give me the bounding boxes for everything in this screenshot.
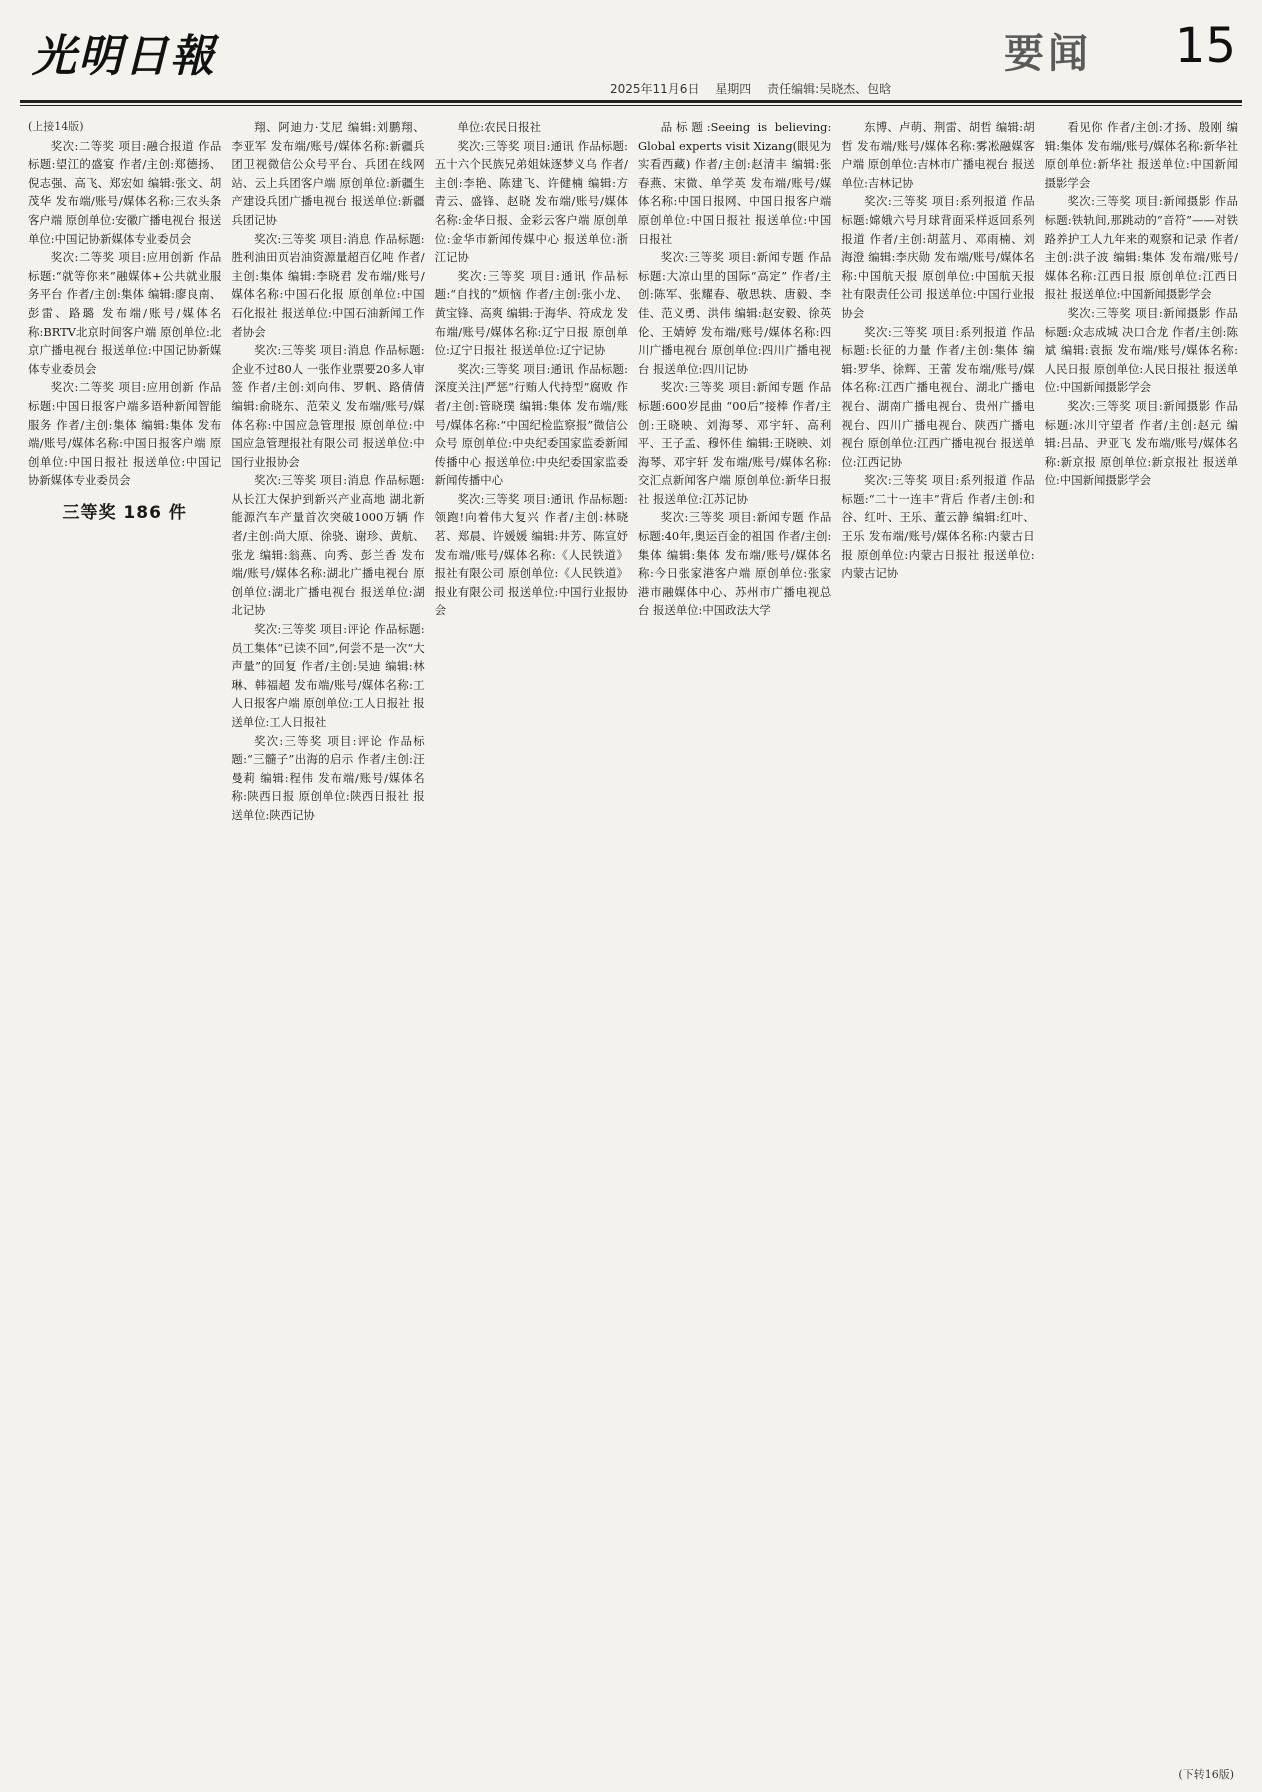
award-entry: 奖次:三等奖 项目:消息 作品标题:企业不过80人 一张作业票要20多人审签 作者/主创:刘向伟、罗帆、路倩倩 编辑:俞晓东、范荣义 发布端/账号/媒体名称:中国应急管理报 原创单位:中国应急管理报社有限公司 报送单位:中国行业报协会 bbox=[231, 343, 425, 469]
award-entry: 奖次:三等奖 项目:通讯 作品标题:深度关注|严惩“行贿人代持型”腐败 作者/主创:管晓璞 编辑:集体 发布端/账号/媒体名称:“中国纪检监察报”微信公众号 原创单位:中央纪委国家监委新闻传播中心 报送单位:中央纪委国家监委新闻传播中心 bbox=[434, 361, 628, 488]
section-title: 要闻 bbox=[1004, 31, 1092, 77]
award-entry: 奖次:三等奖 项目:新闻专题 作品标题:600岁昆曲 “00后”接棒 作者/主创:王晓映、刘海琴、邓宇轩、高利平、王子孟、穆怀佳 编辑:王晓映、刘海琴、邓宇轩 发布端/账号/媒体名称:交汇点新闻客户端 原创单位:新华日报社 报送单位:江苏记协 bbox=[637, 380, 832, 506]
masthead-rule-thin bbox=[20, 105, 1242, 106]
column-5 bbox=[841, 118, 1034, 1770]
column-6 bbox=[1045, 118, 1238, 1770]
award-entry: 翔、阿迪力·艾尼 编辑:刘鹏翔、李亚军 发布端/账号/媒体名称:新疆兵团卫视微信公众号平台、兵团在线网站、云上兵团客户端 原创单位:新疆生产建设兵团广播电视台 报送单位:新疆兵团记协 bbox=[231, 120, 425, 227]
award-entry: 奖次:三等奖 项目:系列报道 作品标题:“二十一连丰”背后 作者/主创:和谷、红叶、王乐、董云静 编辑:红叶、王乐 发布端/账号/媒体名称:内蒙古日报 原创单位:内蒙古日报社 报送单位:内蒙古记协 bbox=[841, 473, 1035, 581]
article-columns bbox=[28, 118, 1238, 1770]
award-entry: 奖次:二等奖 项目:应用创新 作品标题:“就等你来”融媒体+公共就业服务平台 作者/主创:集体 编辑:廖良南、彭雷、路璐 发布端/账号/媒体名称:BRTV北京时间客户端 原创单位:北京广播电视台 报送单位:中国记协新媒体专业委员会 bbox=[28, 250, 222, 376]
award-entry: 奖次:三等奖 项目:消息 作品标题:胜利油田页岩油资源量超百亿吨 作者/主创:集体 编辑:李晓君 发布端/账号/媒体名称:中国石化报 原创单位:中国石化报社 报送单位:中国石油新闻工作者协会 bbox=[231, 231, 425, 339]
continued-to: (下转16版) bbox=[1178, 1768, 1234, 1781]
issue-date: 2025年11月6日 bbox=[610, 82, 700, 96]
award-entry: 奖次:二等奖 项目:融合报道 作品标题:望江的盛宴 作者/主创:郑德扬、倪志强、高飞、郑宏如 编辑:张文、胡茂华 发布端/账号/媒体名称:三农头条客户端 原创单位:安徽广播电视台 报送单位:中国记协新媒体专业委员会 bbox=[28, 138, 222, 246]
award-entry: 奖次:三等奖 项目:评论 作品标题:员工集体“已读不回”,何尝不是一次“大声量”的回复 作者/主创:吴迪 编辑:林琳、韩福超 发布端/账号/媒体名称:工人日报客户端 原创单位:工人日报社 报送单位:工人日报社 bbox=[231, 622, 425, 729]
newspaper-logo: 光明日報 bbox=[32, 31, 216, 82]
issue-weekday: 星期四 bbox=[715, 82, 752, 96]
award-entry: 奖次:三等奖 项目:系列报道 作品标题:长征的力量 作者/主创:集体 编辑:罗华、徐辉、王蕾 发布端/账号/媒体名称:江西广播电视台、湖北广播电视台、湖南广播电视台、贵州广播电视台、四川广播电视台、陕西广播电视台 原创单位:江西广播电视台 报送单位:江西记协 bbox=[841, 324, 1035, 469]
award-entry: 奖次:三等奖 项目:通讯 作品标题:“自找的”烦恼 作者/主创:张小龙、黄宝锋、高爽 编辑:于海华、符成龙 发布端/账号/媒体名称:辽宁日报 原创单位:辽宁日报社 报送单位:辽宁记协 bbox=[434, 268, 628, 358]
award-entry: 奖次:二等奖 项目:应用创新 作品标题:中国日报客户端多语种新闻智能服务 作者/主创:集体 编辑:集体 发布端/账号/媒体名称:中国日报客户端 原创单位:中国日报社 报送单位:中国记协新媒体专业委员会 bbox=[28, 380, 222, 488]
dateline bbox=[610, 80, 903, 97]
column-1 bbox=[28, 118, 221, 1770]
responsible-editors: 责任编辑:吴晓杰、包晗 bbox=[767, 82, 892, 96]
award-entry: 奖次:三等奖 项目:新闻专题 作品标题:40年,奥运百金的祖国 作者/主创:集体 编辑:集体 发布端/账号/媒体名称:今日张家港客户端 原创单位:张家港市融媒体中心、苏州市广播电视总台 报送单位:中国政法大学 bbox=[637, 510, 832, 618]
award-entry: 奖次:三等奖 项目:新闻摄影 作品标题:铁轨间,那跳动的“音符”——对铁路养护工人九年来的观察和记录 作者/主创:洪子波 编辑:集体 发布端/账号/媒体名称:江西日报 原创单位:江西日报社 报送单位:中国新闻摄影学会 bbox=[1044, 194, 1238, 302]
continued-from: (上接14版) bbox=[28, 120, 84, 133]
award-entry: 看见你 作者/主创:才扬、殷刚 编辑:集体 发布端/账号/媒体名称:新华社 原创单位:新华社 报送单位:中国新闻摄影学会 bbox=[1044, 120, 1238, 190]
award-entry: 东博、卢萌、荆雷、胡哲 编辑:胡哲 发布端/账号/媒体名称:雾凇融媒客户端 原创单位:吉林市广播电视台 报送单位:吉林记协 bbox=[841, 120, 1035, 190]
award-entry: 奖次:三等奖 项目:新闻摄影 作品标题:冰川守望者 作者/主创:赵元 编辑:吕品、尹亚飞 发布端/账号/媒体名称:新京报 原创单位:新京报社 报送单位:中国新闻摄影学会 bbox=[1044, 398, 1238, 488]
award-entry: 奖次:三等奖 项目:通讯 作品标题:领跑!向着伟大复兴 作者/主创:林晓茗、郑晨、许媛媛 编辑:井芳、陈宣妤 发布端/账号/媒体名称:《人民铁道》报社有限公司 原创单位:《人民铁道》报业有限公司 报送单位:中国行业报协会 bbox=[434, 491, 628, 618]
award-entry: 奖次:三等奖 项目:系列报道 作品标题:嫦娥六号月球背面采样返回系列报道 作者/主创:胡蓝月、邓雨楠、刘海澄 编辑:李庆勋 发布端/账号/媒体名称:中国航天报 原创单位:中国航天报社有限责任公司 报送单位:中国行业报协会 bbox=[841, 194, 1035, 320]
award-entry: 奖次:三等奖 项目:评论 作品标题:“三髓子”出海的启示 作者/主创:汪曼莉 编辑:程伟 发布端/账号/媒体名称:陕西日报 原创单位:陕西日报社 报送单位:陕西记协 bbox=[231, 733, 425, 822]
award-entry: 单位:农民日报社 bbox=[457, 120, 542, 134]
page-number: 15 bbox=[1174, 18, 1236, 74]
column-2 bbox=[231, 118, 424, 1770]
column-4 bbox=[638, 118, 831, 1770]
award-entry: 奖次:三等奖 项目:新闻专题 作品标题:大凉山里的国际“高定” 作者/主创:陈军、张耀春、敬思轶、唐毅、李佳、范义勇、洪伟 编辑:赵安毅、徐英伦、王婧婷 发布端/账号/媒体名称:四川广播电视台 原创单位:四川广播电视台 报送单位:四川记协 bbox=[637, 250, 832, 376]
award-entry: 奖次:三等奖 项目:通讯 作品标题:五十六个民族兄弟姐妹逐梦义乌 作者/主创:李艳、陈建飞、许健楠 编辑:方青云、盛锋、赵晓 发布端/账号/媒体名称:金华日报、金彩云客户端 原创单位:金华市新闻传媒中心 报送单位:浙江记协 bbox=[434, 138, 628, 265]
award-entry: 奖次:三等奖 项目:新闻摄影 作品标题:众志成城 决口合龙 作者/主创:陈斌 编辑:袁振 发布端/账号/媒体名称:人民日报 原创单位:人民日报社 报送单位:中国新闻摄影学会 bbox=[1044, 305, 1238, 395]
award-entry: 品标题:Seeing is believing: Global experts visit Xizang(眼见为实看西藏) 作者/主创:赵清丰 编辑:张春燕、宋微、单学英 发布端/账号/媒体名称:中国日报网、中国日报客户端 原创单位:中国日报社 报送单位:中国日报社 bbox=[637, 120, 832, 246]
section-heading: 三等奖 186 件 bbox=[62, 502, 187, 523]
masthead bbox=[20, 14, 1242, 100]
masthead-rule bbox=[20, 100, 1242, 103]
column-3 bbox=[435, 118, 628, 1770]
award-entry: 奖次:三等奖 项目:消息 作品标题:从长江大保护到新兴产业高地 湖北新能源汽车产量首次突破1000万辆 作者/主创:尚大原、徐骁、谢珍、黄航、张龙 编辑:翁燕、向秀、彭兰香 发布端/账号/媒体名称:湖北广播电视台 原创单位:湖北广播电视台 报送单位:湖北记协 bbox=[231, 473, 425, 618]
